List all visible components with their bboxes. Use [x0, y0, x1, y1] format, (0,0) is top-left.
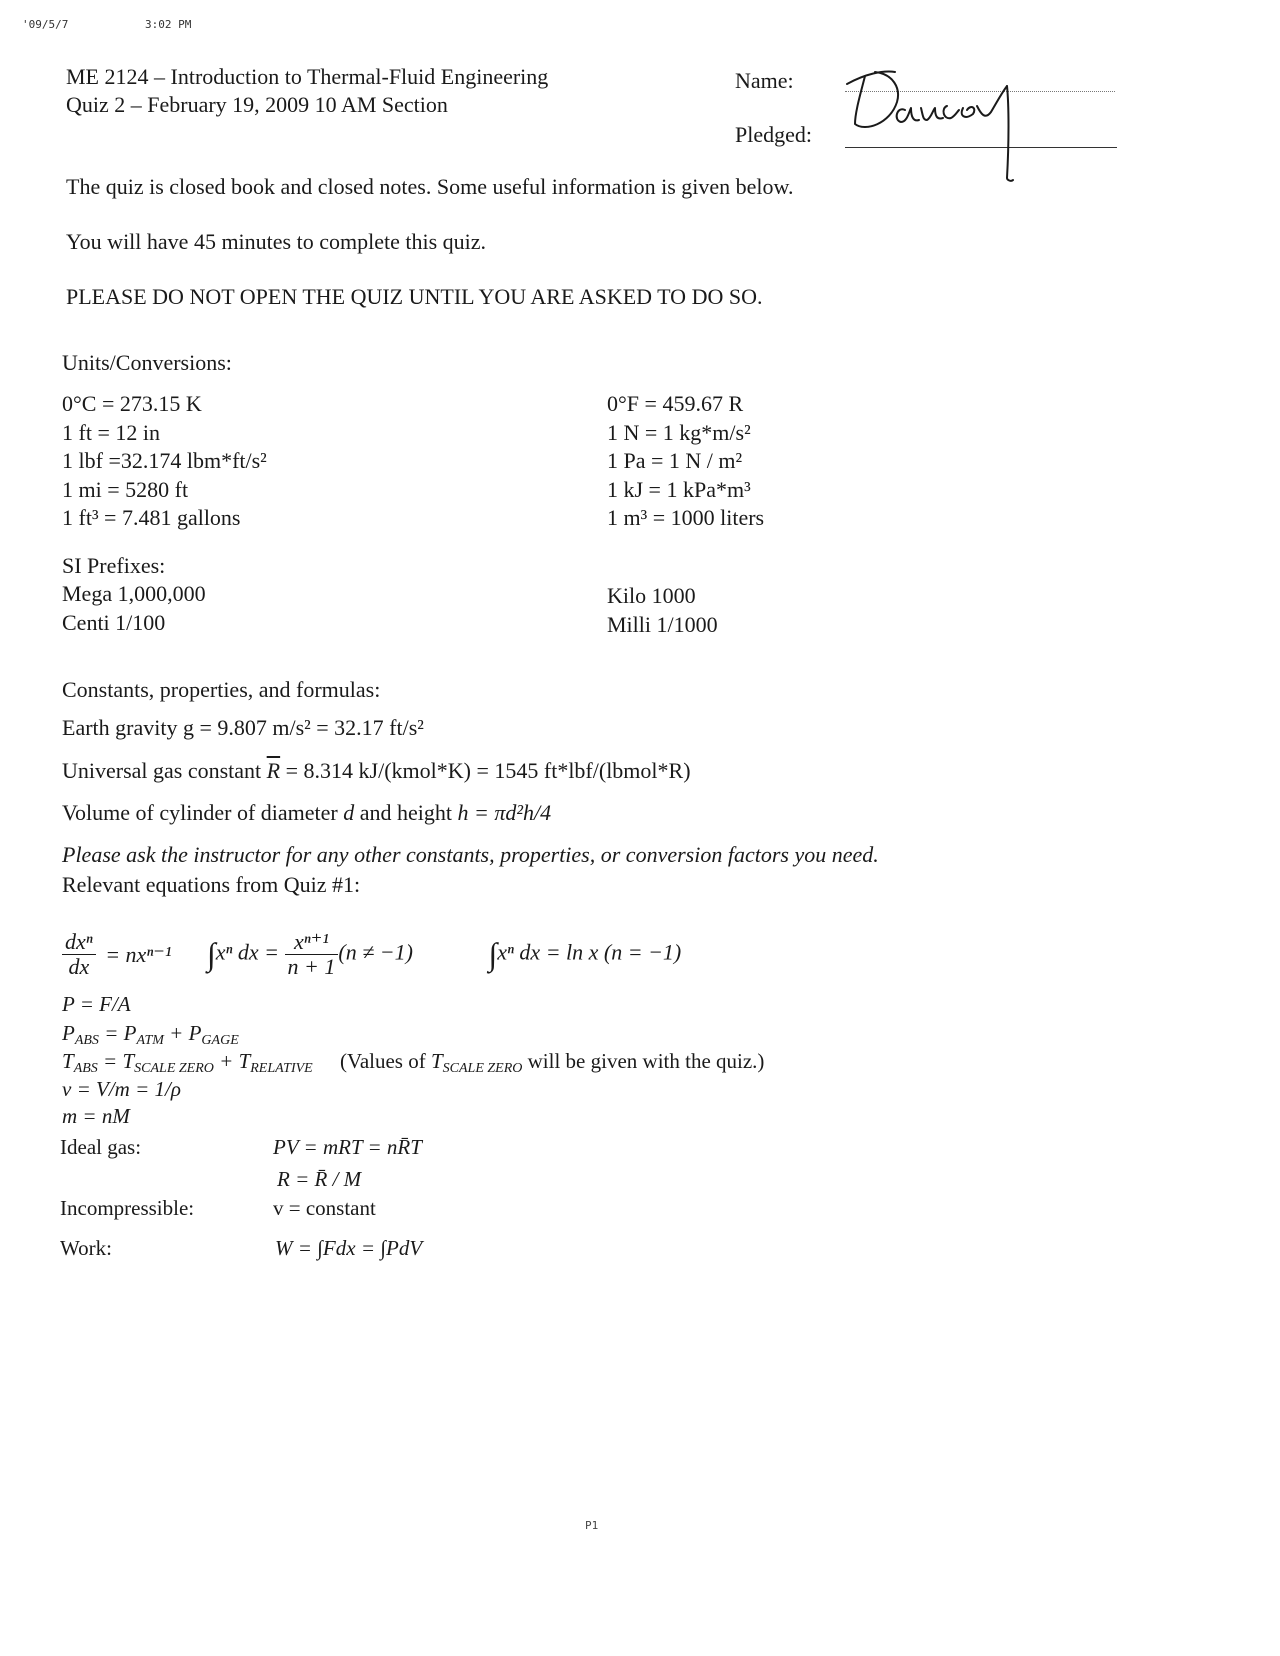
calculus-equations: [62, 930, 681, 979]
work-equation: W = ∫Fdx = ∫PdV: [275, 1236, 423, 1260]
incompressible-equation: v = constant: [273, 1196, 376, 1220]
signature-drawing: [835, 62, 1035, 184]
ideal-gas-law: PV = mRT = nR̄T: [273, 1135, 422, 1159]
pressure-definition: P = F/A: [62, 992, 131, 1016]
prefixes-heading: SI Prefixes:: [62, 553, 166, 578]
unit-conversion: 1 Pa = 1 N / m²: [607, 448, 743, 473]
absolute-pressure: $P_{ABS} = P_{ATM} + P_{GAGE}$: [62, 1021, 239, 1048]
unit-conversion: 1 m³ = 1000 liters: [607, 505, 765, 530]
unit-conversion: 1 ft³ = 7.481 gallons: [62, 505, 241, 530]
derivative-rhs: = nxⁿ⁻¹: [105, 941, 172, 967]
work-label: Work:: [60, 1236, 112, 1260]
page-number: P1: [585, 1519, 599, 1532]
instructor-note: Please ask the instructor for any other constants, properties, or conversion factors you need.: [62, 842, 879, 867]
gas-constant: Universal gas constant $\overline{R} = 8.314$ kJ/(kmol*K) = 1545 ft*lbf/(lbmol*R): [62, 758, 691, 783]
units-heading: Units/Conversions:: [62, 350, 232, 375]
integral-sign-icon: ∫: [488, 936, 498, 972]
units-right-column: [607, 390, 764, 533]
quiz-title: Quiz 2 – February 19, 2009 10 AM Section: [66, 92, 448, 117]
units-left-column: [62, 390, 267, 533]
si-prefix: Milli 1/1000: [607, 611, 718, 637]
specific-volume: v = V/m = 1/ρ: [62, 1077, 181, 1101]
instruction-time-limit: You will have 45 minutes to complete this quiz.: [66, 229, 487, 254]
absolute-temperature: $T_{ABS} = T_{SCALE ZERO} + T_{RELATIVE}$ (Values of $T_{SCALE ZERO}$ will be given with the quiz.): [62, 1049, 765, 1076]
si-prefix: Kilo 1000: [607, 583, 696, 608]
r-bar-symbol: $\overline{R}$: [266, 758, 281, 783]
specific-gas-constant: R = R̄ / M: [277, 1167, 362, 1191]
pledged-label: Pledged:: [735, 122, 812, 147]
derivative-fraction: $\frac{\text{dxⁿ}}{dx}$: [62, 930, 96, 979]
prefixes-right-column: [607, 582, 718, 639]
unit-conversion: 0°C = 273.15 K: [62, 391, 202, 416]
prefixes-left-column: [62, 580, 206, 637]
unit-conversion: 0°F = 459.67 R: [607, 391, 744, 416]
instruction-closed-book: The quiz is closed book and closed notes. Some useful information is given below.: [66, 174, 794, 199]
incompressible-label: Incompressible:: [60, 1196, 195, 1220]
integral-sign-icon: ∫: [206, 936, 216, 972]
cylinder-volume: Volume of cylinder of diameter d and height h = πd²h/4: [62, 800, 552, 825]
relevant-equations-heading: Relevant equations from Quiz #1:: [62, 872, 361, 897]
fax-time: 3:02 PM: [145, 18, 192, 31]
si-prefix: Centi 1/100: [62, 609, 166, 635]
unit-conversion: 1 mi = 5280 ft: [62, 476, 189, 502]
unit-conversion: 1 N = 1 kg*m/s²: [607, 419, 751, 445]
earth-gravity: Earth gravity g = 9.807 m/s² = 32.17 ft/s²: [62, 715, 424, 740]
integral-power-rule: ∫xⁿ dx = $\frac{\text{xⁿ⁺¹}}{n + 1}$ (n ≠ −1): [206, 929, 413, 979]
integral-log-rule: ∫xⁿ dx = ln x (n = −1): [488, 936, 682, 972]
unit-conversion: 1 lbf =32.174 lbm*ft/s²: [62, 448, 267, 473]
constants-heading: Constants, properties, and formulas:: [62, 677, 381, 702]
instruction-do-not-open: PLEASE DO NOT OPEN THE QUIZ UNTIL YOU ARE ASKED TO DO SO.: [66, 284, 763, 309]
name-label: Name:: [735, 68, 794, 93]
ideal-gas-label: Ideal gas:: [60, 1135, 142, 1159]
fax-date: '09/5/7: [22, 18, 69, 31]
mass-moles: m = nM: [62, 1104, 130, 1128]
si-prefix: Mega 1,000,000: [62, 581, 206, 606]
course-title: ME 2124 – Introduction to Thermal-Fluid Engineering: [66, 64, 549, 89]
integral-fraction: $\frac{\text{xⁿ⁺¹}}{n + 1}$: [285, 930, 339, 979]
unit-conversion: 1 ft = 12 in: [62, 419, 160, 445]
unit-conversion: 1 kJ = 1 kPa*m³: [607, 476, 751, 502]
